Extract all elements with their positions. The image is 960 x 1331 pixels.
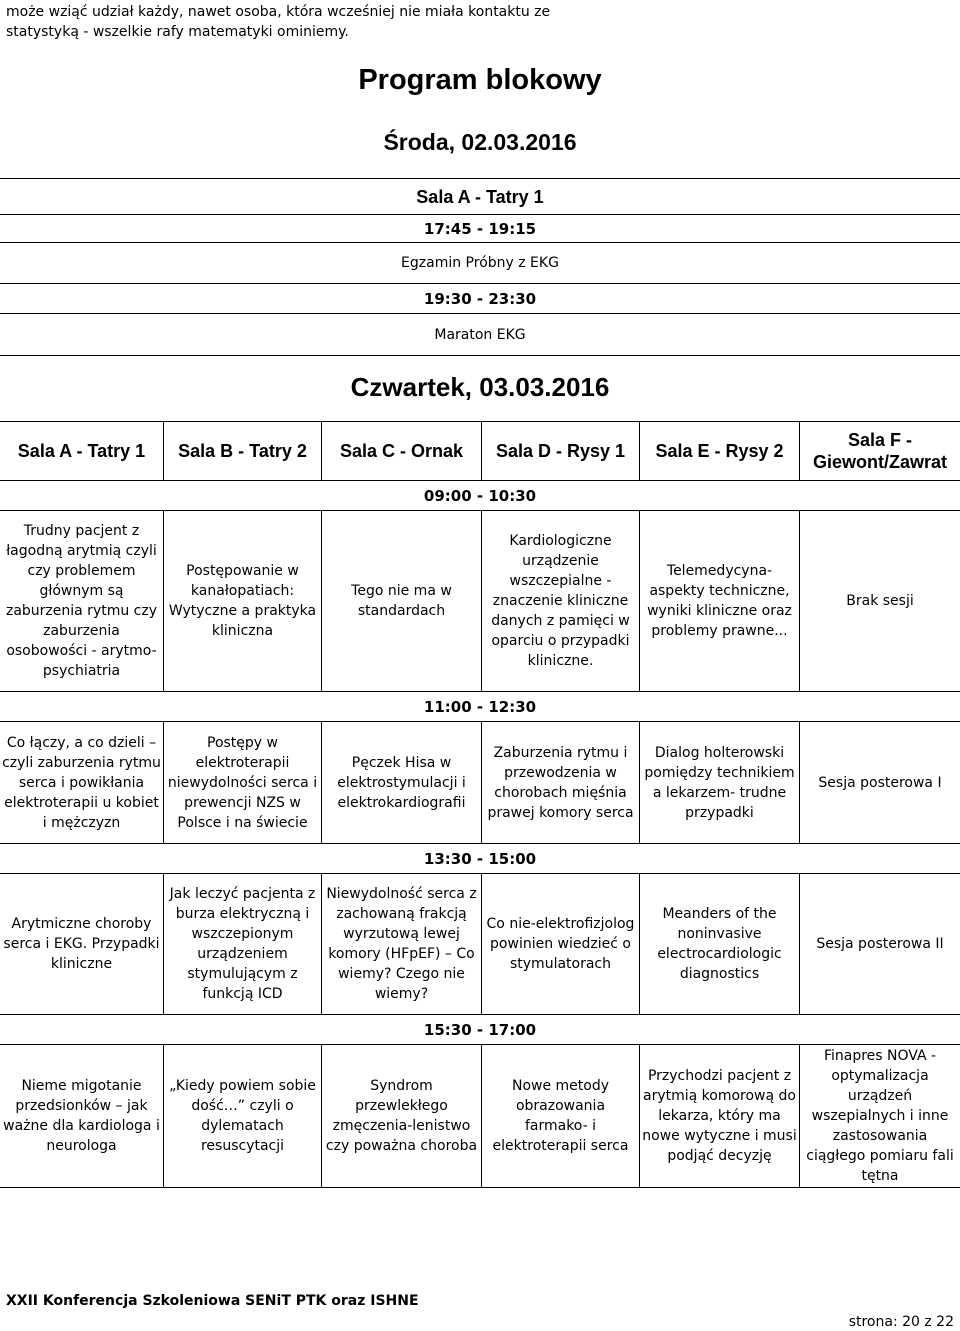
time-slot-header: 09:00 - 10:30 <box>0 480 960 511</box>
session-cell: Kardiologiczne urządzenie wszczepialne - znaczenie kliniczne danych z pamięci w oparciu o przypadki kliniczne. <box>482 511 640 691</box>
hall-header: Sala A - Tatry 1 <box>0 422 164 480</box>
wednesday-slot-event: Egzamin Próbny z EKG <box>0 242 960 284</box>
conference-footer: XXII Konferencja Szkoleniowa SENiT PTK oraz ISHNE <box>6 1293 419 1309</box>
session-cell: Finapres NOVA - optymalizacja urządzeń wszepialnych i inne zastosowania ciągłego pomiaru fali tętna <box>806 1048 954 1184</box>
intro-line-2: statystyką - wszelkie rafy matematyki ominiemy. <box>6 24 349 40</box>
program-title: Program blokowy <box>358 64 602 96</box>
session-cell: Sesja posterowa II <box>816 936 944 952</box>
wednesday-date: Środa, 02.03.2016 <box>383 129 577 155</box>
session-row <box>0 873 960 1014</box>
time-slot-header: 13:30 - 15:00 <box>0 843 960 874</box>
wednesday-slot-time: 19:30 - 23:30 <box>0 283 960 314</box>
session-cell: Co nie-elektrofizjolog powinien wiedzieć o stymulatorach <box>482 874 640 1014</box>
session-cell: Przychodzi pacjent z arytmią komorową do lekarza, który ma nowe wytyczne i musi podjąć decyzję <box>640 1045 800 1187</box>
time-slot-header: 15:30 - 17:00 <box>0 1014 960 1045</box>
session-cell: Brak sesji <box>846 593 914 609</box>
wednesday-table-bottom <box>0 355 960 356</box>
intro-line-1: może wziąć udział każdy, nawet osoba, która wcześniej nie miała kontaktu ze <box>6 4 551 20</box>
session-cell: Niewydolność serca z zachowaną frakcją wyrzutową lewej komory (HFpEF) – Co wiemy? Czego nie wiemy? <box>322 874 482 1014</box>
session-cell: Dialog holterowski pomiędzy technikiem a lekarzem- trudne przypadki <box>640 722 800 843</box>
intro-text <box>6 2 946 42</box>
wednesday-slot-time: 17:45 - 19:15 <box>0 214 960 243</box>
session-cell: Jak leczyć pacjenta z burza elektryczną i wszczepionym urządzeniem stymulującym z funkcją ICD <box>164 874 322 1014</box>
hall-header: Sala B - Tatry 2 <box>164 422 322 480</box>
wednesday-hall: Sala A - Tatry 1 <box>0 178 960 215</box>
session-cell: Nieme migotanie przedsionków – jak ważne dla kardiologa i neurologa <box>0 1045 164 1187</box>
session-cell: Pęczek Hisa w elektrostymulacji i elektrokardiografii <box>322 722 482 843</box>
session-cell: Sesja posterowa I <box>818 774 942 791</box>
hall-header: Sala D - Rysy 1 <box>482 422 640 480</box>
hall-header: Sala E - Rysy 2 <box>640 422 800 480</box>
session-cell: Meanders of the noninvasive electrocardiologic diagnostics <box>640 874 800 1014</box>
session-cell: Telemedycyna- aspekty techniczne, wyniki kliniczne oraz problemy prawne... <box>640 511 800 691</box>
thursday-table-bottom <box>0 1187 960 1188</box>
wednesday-slot-event: Maraton EKG <box>0 313 960 356</box>
session-cell: Zaburzenia rytmu i przewodzenia w chorobach mięśnia prawej komory serca <box>482 722 640 843</box>
session-cell: Syndrom przewlekłego zmęczenia-lenistwo czy poważna choroba <box>322 1045 482 1187</box>
page-number: strona: 20 z 22 <box>848 1314 954 1330</box>
thursday-date: Czwartek, 03.03.2016 <box>350 372 610 402</box>
session-cell: Nowe metody obrazowania farmako- i elektroterapii serca <box>482 1045 640 1187</box>
session-row <box>0 510 960 691</box>
hall-header: Sala F - Giewont/Zawrat <box>812 430 947 472</box>
session-cell: Tego nie ma w standardach <box>322 511 482 691</box>
session-cell: Postępy w elektroterapii niewydolności serca i prewencji NZS w Polsce i na świecie <box>164 722 322 843</box>
hall-header: Sala C - Ornak <box>322 422 482 480</box>
time-slot-header: 11:00 - 12:30 <box>0 691 960 722</box>
session-row <box>0 1044 960 1187</box>
hall-header-row <box>0 421 960 480</box>
session-cell: „Kiedy powiem sobie dość…” czyli o dylematach resuscytacji <box>164 1045 322 1187</box>
session-cell: Arytmiczne choroby serca i EKG. Przypadki kliniczne <box>0 874 164 1014</box>
session-row <box>0 721 960 843</box>
session-cell: Postępowanie w kanałopatiach: Wytyczne a praktyka kliniczna <box>164 511 322 691</box>
session-cell: Trudny pacjent z łagodną arytmią czyli czy problemem głównym są zaburzenia rytmu czy zaburzenia osobowości - arytmo-psychiatria <box>0 511 164 691</box>
session-cell: Co łączy, a co dzieli – czyli zaburzenia rytmu serca i powikłania elektroterapii u kobiet i mężczyzn <box>0 722 164 843</box>
